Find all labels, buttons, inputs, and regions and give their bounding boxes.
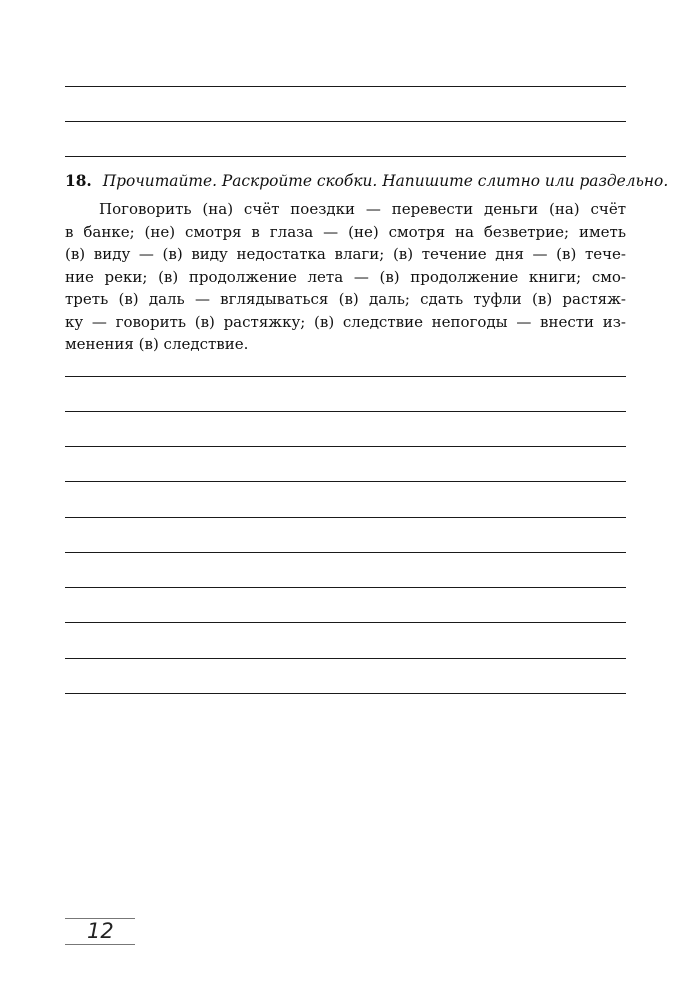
exercise-18 bbox=[65, 170, 669, 356]
exercise-text-line: в банке; (не) смотря в глаза — (не) смотря на безветрие; иметь bbox=[65, 222, 626, 241]
answer-line[interactable] bbox=[65, 658, 626, 659]
answer-line[interactable] bbox=[65, 517, 626, 518]
answer-line[interactable] bbox=[65, 411, 626, 412]
answer-line[interactable] bbox=[65, 121, 626, 122]
answer-line[interactable] bbox=[65, 693, 626, 694]
answer-line[interactable] bbox=[65, 156, 626, 157]
exercise-number: 18. bbox=[65, 172, 92, 190]
answer-line[interactable] bbox=[65, 587, 626, 588]
page-number-bottom-rule bbox=[65, 944, 135, 945]
exercise-text-line: менения (в) следствие. bbox=[65, 335, 249, 353]
answer-line[interactable] bbox=[65, 552, 626, 553]
answer-line[interactable] bbox=[65, 622, 626, 623]
exercise-text-line: ние реки; (в) продолжение лета — (в) продолжение книги; смо- bbox=[65, 267, 626, 286]
exercise-text bbox=[65, 198, 626, 356]
exercise-text-line: Поговорить (на) счёт поездки — перевести деньги (на) счёт bbox=[99, 200, 626, 218]
page-number: 12 bbox=[87, 919, 114, 943]
answer-line[interactable] bbox=[65, 481, 626, 482]
answer-line[interactable] bbox=[65, 446, 626, 447]
exercise-text-line: треть (в) даль — вглядываться (в) даль; сдать туфли (в) растяж- bbox=[65, 290, 626, 308]
answer-line[interactable] bbox=[65, 86, 626, 87]
page-number-box bbox=[65, 918, 135, 945]
exercise-instruction: Прочитайте. Раскройте скобки. Напишите слитно или раздельно. bbox=[102, 172, 669, 190]
answer-line[interactable] bbox=[65, 376, 626, 377]
exercise-text-line: (в) виду — (в) виду недостатка влаги; (в) течение дня — (в) тече- bbox=[65, 245, 626, 263]
exercise-header bbox=[65, 170, 669, 192]
exercise-text-line: ку — говорить (в) растяжку; (в) следствие непогоды — внести из- bbox=[65, 312, 626, 331]
